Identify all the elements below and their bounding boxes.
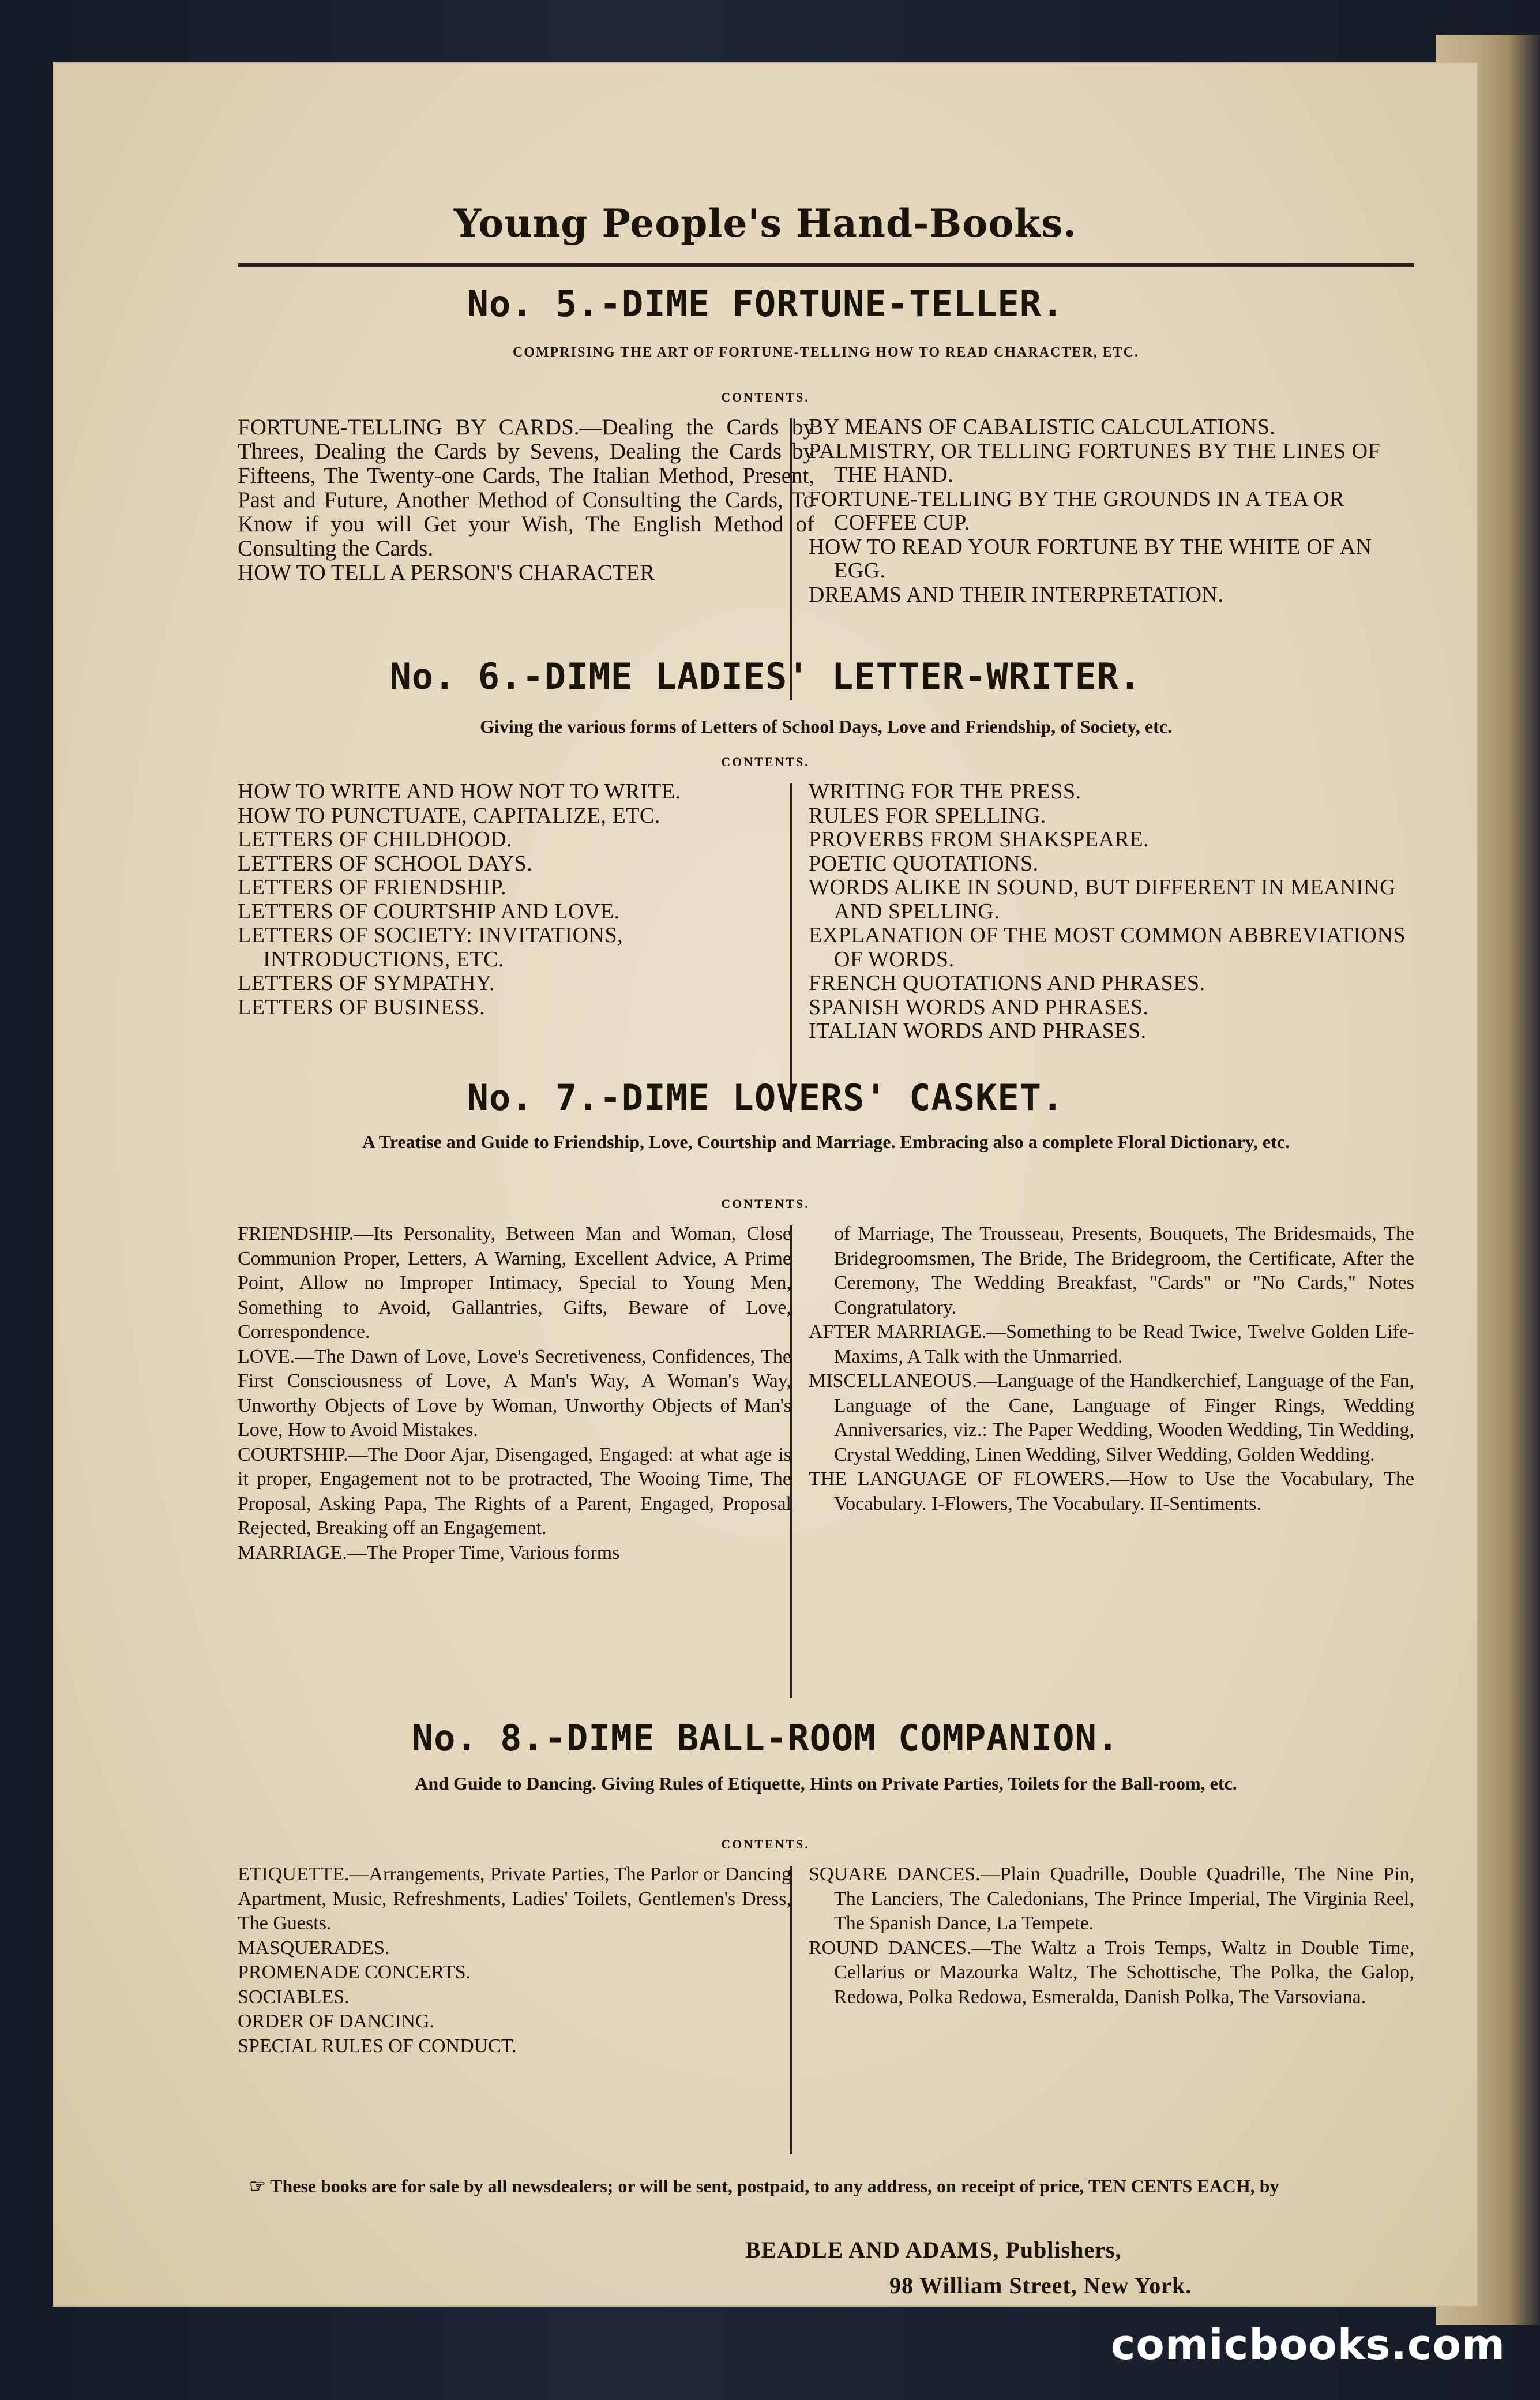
list-item: SPECIAL RULES OF CONDUCT. [238,2035,517,2057]
publisher-address: 98 William Street, New York. [889,2272,1192,2298]
list-item: MISCELLANEOUS.—Language of the Handkerchief, Language of the Fan, Language of the Cane, Language of Finger Rings, Wedding Anniversaries, viz.: The Paper Wedding, Wooden Wedding, Tin Wedding, Crystal Wedding, Linen Wedding, Silver Wedding, Golden Wedding. [809,1370,1414,1465]
list-item: WRITING FOR THE PRESS. [809,779,1081,804]
list-item: HOW TO TELL A PERSON'S CHARACTER [238,560,655,585]
list-item: SQUARE DANCES.—Plain Quadrille, Double Quadrille, The Nine Pin, The Lanciers, The Caledonians, The Prince Imperial, The Virginia Reel, The Spanish Dance, La Tempete. [809,1863,1414,1934]
section-7-contents-label: CONTENTS. [721,1197,810,1211]
list-item: MARRIAGE.—The Proper Time, Various forms [238,1542,620,1563]
section-5-title: No. 5.-DIME FORTUNE-TELLER. [467,283,1064,325]
section-5-contents-label: CONTENTS. [721,390,810,404]
page-header: Young People's Hand-Books. [453,201,1077,246]
list-item: PROVERBS FROM SHAKSPEARE. [809,827,1150,852]
list-item: LETTERS OF SYMPATHY. [238,971,495,995]
list-item: FORTUNE-TELLING BY THE GROUNDS IN A TEA OR COFFEE CUP. [809,486,1344,535]
list-item: EXPLANATION OF THE MOST COMMON ABBREVIATIONS OF WORDS. [809,923,1406,972]
sale-notice: ☞ These books are for sale by all newsdealers; or will be sent, postpaid, to any address, on receipt of price, TEN CENTS EACH, by [249,2176,1279,2196]
list-item: DREAMS AND THEIR INTERPRETATION. [809,582,1224,607]
list-item: COURTSHIP.—The Door Ajar, Disengaged, Engaged: at what age is it proper, Engagement not to be protracted, The Wooing Time, The Proposal, Asking Papa, The Rights of a Parent, Engaged, Proposal Rejected, Breaking off an Engagement. [238,1443,791,1539]
section-6-subtitle: Giving the various forms of Letters of School Days, Love and Friendship, of Society, etc. [480,716,1172,737]
list-item: LETTERS OF SCHOOL DAYS. [238,851,533,876]
header-rule [238,263,1414,267]
list-item: ROUND DANCES.—The Waltz a Trois Temps, Waltz in Double Time, Cellarius or Mazourka Waltz, The Schottische, The Polka, the Galop, Redowa, Polka Redowa, Esmeralda, Danish Polka, The Varsoviana. [809,1937,1414,2008]
list-item: HOW TO READ YOUR FORTUNE BY THE WHITE OF AN EGG. [809,534,1372,583]
list-item: HOW TO PUNCTUATE, CAPITALIZE, ETC. [238,803,660,828]
section-5-left-column [238,415,814,585]
site-watermark: comicbooks.com [1110,2320,1505,2369]
section-7-right-column [809,1222,1414,1516]
section-7-subtitle: A Treatise and Guide to Friendship, Love, Courtship and Marriage. Embracing also a complete Floral Dictionary, etc. [362,1131,1290,1152]
list-item: ITALIAN WORDS AND PHRASES. [809,1019,1147,1043]
list-item: WORDS ALIKE IN SOUND, BUT DIFFERENT IN MEANING AND SPELLING. [809,875,1396,924]
section-6-contents-label: CONTENTS. [721,755,810,769]
list-item: LETTERS OF COURTSHIP AND LOVE. [238,899,620,924]
section-5-right-column [809,415,1414,607]
section-6-title: No. 6.-DIME LADIES' LETTER-WRITER. [389,655,1141,697]
list-item: SPANISH WORDS AND PHRASES. [809,995,1149,1019]
list-item: SOCIABLES. [238,1986,350,2008]
section-6-left-column [238,780,791,1019]
publisher-name: BEADLE AND ADAMS, Publishers, [745,2237,1122,2263]
section-6-right-column [809,780,1414,1044]
list-item: PROMENADE CONCERTS. [238,1962,471,1983]
section-8-right-column [809,1862,1414,2009]
list-item: POETIC QUOTATIONS. [809,851,1039,876]
list-item: FRIENDSHIP.—Its Personality, Between Man and Woman, Close Communion Proper, Letters, A Warning, Excellent Advice, A Prime Point, Allow no Improper Intimacy, Special to Young Men, Something to Avoid, Gallantries, Gifts, Beware of Love, Correspondence. [238,1223,791,1342]
list-item: ORDER OF DANCING. [238,2011,434,2032]
section-7-title: No. 7.-DIME LOVERS' CASKET. [467,1077,1064,1119]
list-item: THE LANGUAGE OF FLOWERS.—How to Use the Vocabulary, The Vocabulary. I-Flowers, The Vocabulary. II-Sentiments. [809,1468,1414,1514]
section-8-subtitle: And Guide to Dancing. Giving Rules of Etiquette, Hints on Private Parties, Toilets for the Ball-room, etc. [415,1773,1237,1794]
section-8-column-divider [790,1866,792,2154]
section-7-column-divider [790,1225,792,1698]
section-7-left-column [238,1222,791,1565]
section-8-left-column [238,1862,791,2058]
list-item: BY MEANS OF CABALISTIC CALCULATIONS. [809,415,1276,439]
list-item: FRENCH QUOTATIONS AND PHRASES. [809,971,1205,995]
list-item: LETTERS OF SOCIETY: INVITATIONS, INTRODUCTIONS, ETC. [238,923,623,972]
section-5-subtitle: COMPRISING THE ART OF FORTUNE-TELLING HOW TO READ CHARACTER, ETC. [512,345,1140,360]
list-item: FORTUNE-TELLING BY CARDS.—Dealing the Cards by Threes, Dealing the Cards by Sevens, Dealing the Cards by Fifteens, The Twenty-one Cards, The Italian Method, Present, Past and Future, Another Method of Consulting the Cards, To Know if you will Get your Wish, The English Method of Consulting the Cards. [238,415,814,561]
list-item: AFTER MARRIAGE.—Something to be Read Twice, Twelve Golden Life-Maxims, A Talk with the Unmarried. [809,1321,1414,1367]
list-item: LETTERS OF BUSINESS. [238,995,486,1019]
list-item: LETTERS OF FRIENDSHIP. [238,875,506,899]
list-item: LETTERS OF CHILDHOOD. [238,827,512,852]
list-item: MASQUERADES. [238,1937,390,1959]
list-item: of Marriage, The Trousseau, Presents, Bouquets, The Bridesmaids, The Bridegroomsmen, The Bride, The Bridegroom, the Certificate, After the Ceremony, The Wedding Breakfast, "Cards" or "No Cards," Notes Congratulatory. [834,1223,1414,1318]
list-item: RULES FOR SPELLING. [809,803,1046,828]
list-item: ETIQUETTE.—Arrangements, Private Parties, The Parlor or Dancing Apartment, Music, Refreshments, Ladies' Toilets, Gentlemen's Dress, The Guests. [238,1863,791,1934]
section-8-contents-label: CONTENTS. [721,1837,810,1851]
list-item: HOW TO WRITE AND HOW NOT TO WRITE. [238,779,681,804]
book-page [53,62,1478,2307]
section-6-column-divider [790,783,792,1112]
list-item: PALMISTRY, OR TELLING FORTUNES BY THE LINES OF THE HAND. [809,438,1381,487]
section-8-title: No. 8.-DIME BALL-ROOM COMPANION. [411,1717,1120,1759]
list-item: LOVE.—The Dawn of Love, Love's Secretiveness, Confidences, The First Consciousness of Love, A Man's Way, A Woman's Way, Unworthy Objects of Love by Woman, Unworthy Objects of Man's Love, How to Avoid Mistakes. [238,1345,791,1441]
